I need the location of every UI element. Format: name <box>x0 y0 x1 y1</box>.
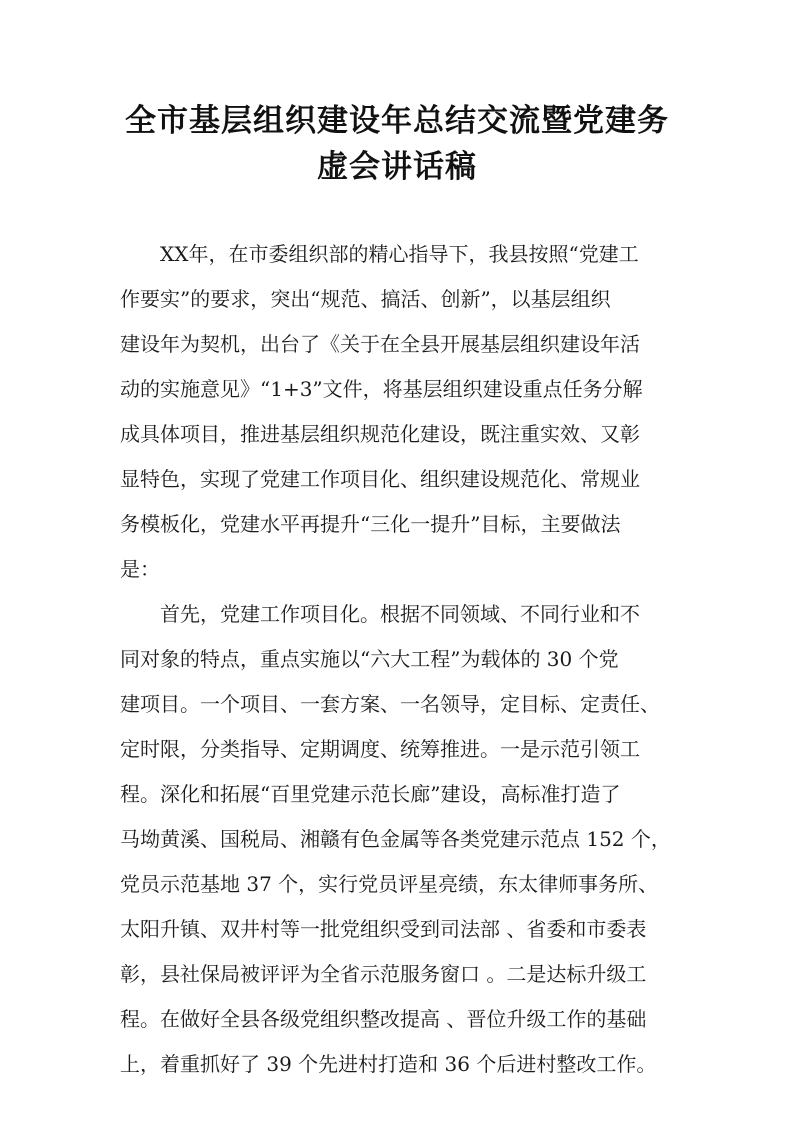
paragraph-2-line-6: 马坳黄溪、国税局、湘赣有色金属等各类党建示范点 152 个， <box>120 827 671 851</box>
paragraph-1-line-3: 建设年为契机，出台了《关于在全县开展基层组织建设年活 <box>120 332 640 356</box>
paragraph-2-line-9: 彰，县社保局被评评为全省示范服务窗口 。二是达标升级工 <box>120 962 647 986</box>
paragraph-2-line-3: 建项目。一个项目、一套方案、一名领导，定目标、定责任、 <box>120 692 660 716</box>
paragraph-1-line-5: 成具体项目，推进基层组织规范化建设，既注重实效、又彰 <box>120 422 640 446</box>
paragraph-1-line-7: 务模板化，党建水平再提升“三化一提升”目标，主要做法 <box>120 512 621 536</box>
paragraph-1-line-4: 动的实施意见》“1+3”文件，将基层组织建设重点任务分解 <box>120 377 643 401</box>
paragraph-2-line-1: 首先，党建工作项目化。根据不同领域、不同行业和不 <box>160 602 640 626</box>
paragraph-2-line-4: 定时限，分类指导、定期调度、统筹推进。一是示范引领工 <box>120 737 640 761</box>
paragraph-2-line-10: 程。在做好全县各级党组织整改提高 、晋位升级工作的基础 <box>120 1007 647 1031</box>
paragraph-2-line-11: 上，着重抓好了 39 个先进村打造和 36 个后进村整改工作。 <box>120 1052 657 1076</box>
paragraph-1-line-1: XX年，在市委组织部的精心指导下，我县按照“党建工 <box>160 242 639 266</box>
paragraph-2-line-2: 同对象的特点，重点实施以“六大工程”为载体的 30 个党 <box>120 647 619 671</box>
paragraph-2-line-7: 党员示范基地 37 个，实行党员评星亮绩，东太律师事务所、 <box>120 872 659 896</box>
paragraph-1-line-6: 显特色，实现了党建工作项目化、组织建设规范化、常规业 <box>120 467 640 491</box>
paragraph-2-line-8: 太阳升镇、双井村等一批党组织受到司法部 、省委和市委表 <box>120 917 647 941</box>
paragraph-2-line-5: 程。深化和拓展“百里党建示范长廊”建设，高标准打造了 <box>120 782 621 806</box>
document-title-line-2: 虚会讲话稿 <box>317 149 477 185</box>
document-title-line-1: 全市基层组织建设年总结交流暨党建务 <box>125 103 669 139</box>
paragraph-1-line-8: 是： <box>120 557 160 581</box>
paragraph-1-line-2: 作要实”的要求，突出“规范、搞活、创新”，以基层组织 <box>120 287 611 311</box>
